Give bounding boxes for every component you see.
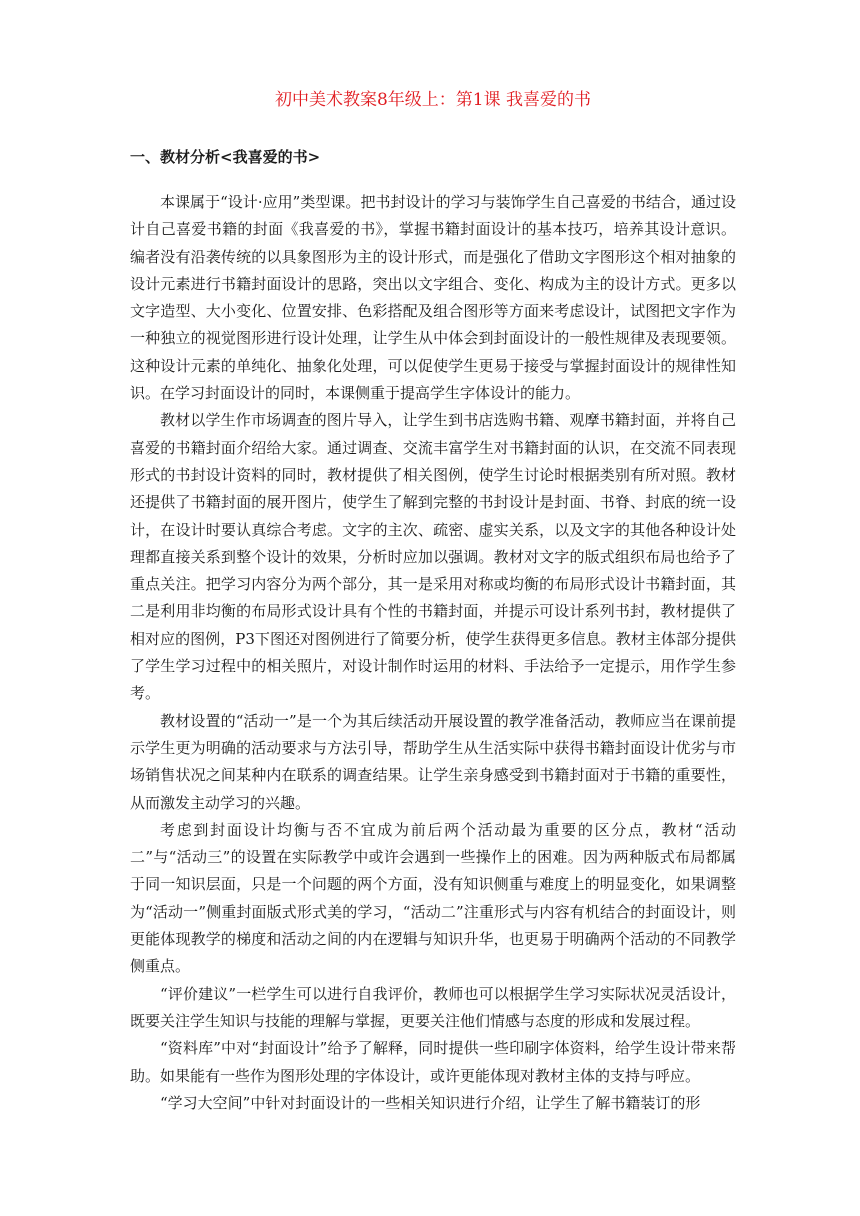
paragraph: “资料库”中对“封面设计”给予了解释，同时提供一些印刷字体资料，给学生设计带来帮助。如果能有一些作为图形处理的字体设计，或许更能体现对教材主体的支持与呼应。 <box>130 1039 736 1085</box>
paragraph: “评价建议”一栏学生可以进行自我评价，教师也可以根据学生学习实际状况灵活设计，既要关注学生知识与技能的理解与掌握，更要关注他们情感与态度的形成和发展过程。 <box>130 984 736 1030</box>
paragraph: 本课属于“设计·应用”类型课。把书封设计的学习与装饰学生自己喜爱的书结合，通过设计自己喜爱书籍的封面《我喜爱的书》，掌握书籍封面设计的基本技巧，培养其设计意识。编者没有沿袭传统的以具象图形为主的设计形式，而是强化了借助文字图形这个相对抽象的设计元素进行书籍封面设计的思路，突出以文字组合、变化、构成为主的设计方式。更多以文字造型、大小变化、位置安排、色彩搭配及组合图形等方面来考虑设计，试图把文字作为一种独立的视觉图形进行设计处理，让学生从中体会到封面设计的一般性规律及表现要领。这种设计元素的单纯化、抽象化处理，可以促使学生更易于接受与掌握封面设计的规律性知识。在学习封面设计的同时，本课侧重于提高学生字体设计的能力。 <box>130 193 736 403</box>
paragraph: “学习大空间”中针对封面设计的一些相关知识进行介绍，让学生了解书籍装订的形 <box>160 1093 701 1112</box>
paragraph: 教材以学生作市场调查的图片导入，让学生到书店选购书籍、观摩书籍封面，并将自己喜爱的书籍封面介绍给大家。通过调查、交流丰富学生对书籍封面的认识，在交流不同表现形式的书封设计资料的同时，教材提供了相关图例，使学生讨论时根据类别有所对照。教材还提供了书籍封面的展开图片，使学生了解到完整的书封设计是封面、书脊、封底的统一设计，在设计时要认真综合考虑。文字的主次、疏密、虚实关系，以及文字的其他各种设计处理都直接关系到整个设计的效果，分析时应加以强调。教材对文字的版式组织布局也给予了重点关注。把学习内容分为两个部分，其一是采用对称或均衡的布局形式设计书籍封面，其二是利用非均衡的布局形式设计具有个性的书籍封面，并提示可设计系列书封，教材提供了相对应的图例，P3下图还对图例进行了简要分析，使学生获得更多信息。教材主体部分提供了学生学习过程中的相关照片，对设计制作时运用的材料、手法给予一定提示，用作学生参考。 <box>130 411 736 703</box>
paragraph: 教材设置的“活动一”是一个为其后续活动开展设置的教学准备活动，教师应当在课前提示学生更为明确的活动要求与方法引导，帮助学生从生活实际中获得书籍封面设计优劣与市场销售状况之间某种内在联系的调查结果。让学生亲身感受到书籍封面对于书籍的重要性，从而激发主动学习的兴趣。 <box>130 711 736 812</box>
paragraph: 考虑到封面设计均衡与否不宜成为前后两个活动最为重要的区分点，教材“活动二”与“活动三”的设置在实际教学中或许会遇到一些操作上的困难。因为两种版式布局都属于同一知识层面，只是一个问题的两个方面，没有知识侧重与难度上的明显变化，如果调整为“活动一”侧重封面版式形式美的学习，“活动二”注重形式与内容有机结合的封面设计，则更能体现教学的梯度和活动之间的内在逻辑与知识升华，也更易于明确两个活动的不同教学侧重点。 <box>130 820 736 976</box>
section-heading: 一、教材分析<我喜爱的书> <box>130 148 321 166</box>
document-title: 初中美术教案8年级上：第1课 我喜爱的书 <box>274 90 592 110</box>
